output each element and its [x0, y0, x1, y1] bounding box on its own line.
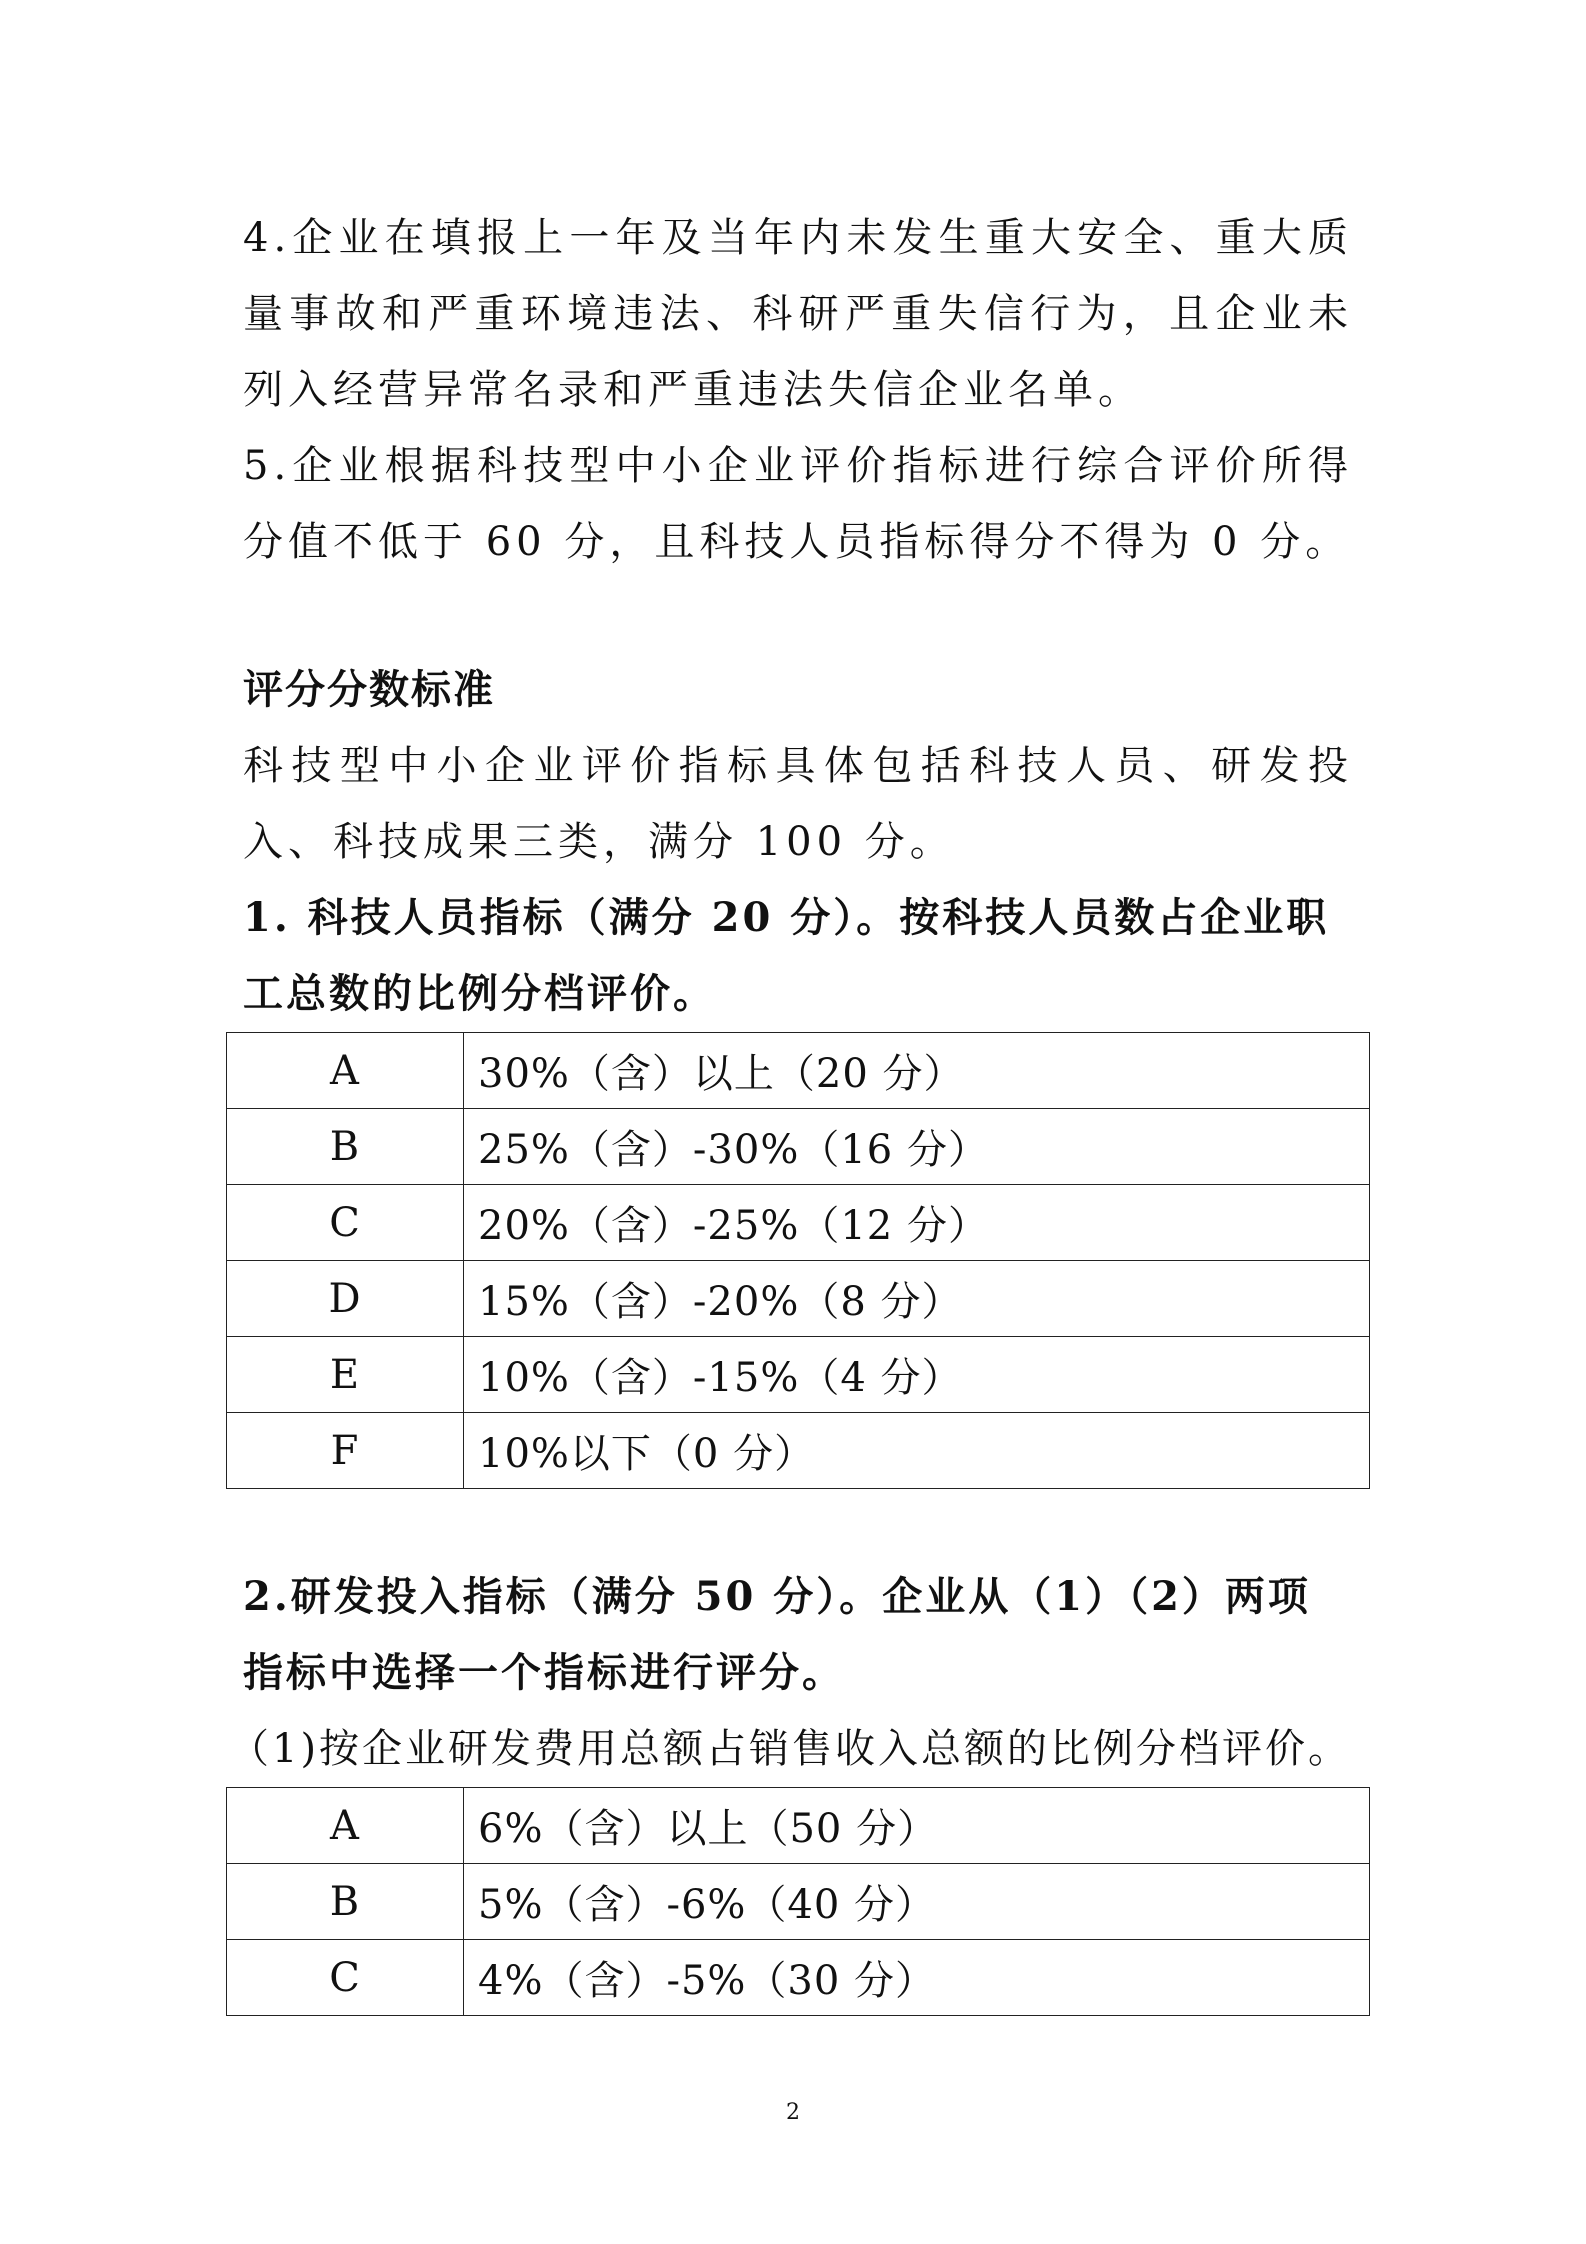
- table-row: [227, 1109, 1370, 1185]
- table-cell-range: 25%（含）-30%（16 分）: [464, 1109, 1370, 1185]
- scoring-summary: 科技型中小企业评价指标具体包括科技人员、研发投入、科技成果三类，满分 100 分。: [243, 743, 1353, 865]
- indicator1-title: 1. 科技人员指标（满分 20 分）。按科技人员数占企业职工总数的比例分档评价。: [243, 894, 1330, 1017]
- page-number: 2: [786, 2100, 800, 2125]
- table-cell-range: 6%（含）以上（50 分）: [464, 1788, 1370, 1864]
- table-cell-range: 5%（含）-6%（40 分）: [464, 1864, 1370, 1940]
- table-row: [227, 1185, 1370, 1261]
- table-cell-range: 10%以下（0 分）: [464, 1413, 1370, 1489]
- page-content: [229, 200, 1353, 2016]
- table-cell-range: 10%（含）-15%（4 分）: [464, 1337, 1370, 1413]
- table-cell-level: D: [227, 1261, 464, 1337]
- table-cell-range: 20%（含）-25%（12 分）: [464, 1185, 1370, 1261]
- indicator2-table: [226, 1787, 1370, 2016]
- table-row: [227, 1261, 1370, 1337]
- table-cell-level: B: [227, 1864, 464, 1940]
- table-row: [227, 1413, 1370, 1489]
- table-row: [227, 1337, 1370, 1413]
- table-cell-level: C: [227, 1940, 464, 2016]
- spacer: [243, 580, 1353, 652]
- table-cell-level: F: [227, 1413, 464, 1489]
- table-row: [227, 1864, 1370, 1940]
- paragraph-item-5: 5.企业根据科技型中小企业评价指标进行综合评价所得分值不低于 60 分，且科技人员指标得分不得为 0 分。: [243, 443, 1353, 565]
- table-cell-level: A: [227, 1033, 464, 1109]
- indicator2-sub1-text: （1)按企业研发费用总额占销售收入总额的比例分档评价。: [229, 1726, 1352, 1772]
- table-cell-level: C: [227, 1185, 464, 1261]
- table-cell-level: B: [227, 1109, 464, 1185]
- section-heading: 评分分数标准: [243, 666, 495, 713]
- table-cell-range: 30%（含）以上（20 分）: [464, 1033, 1370, 1109]
- paragraph-item-4: 4.企业在填报上一年及当年内未发生重大安全、重大质量事故和严重环境违法、科研严重失信行为，且企业未列入经营异常名录和严重违法失信企业名单。: [243, 215, 1353, 413]
- table-row: [227, 1033, 1370, 1109]
- indicator1-table: [226, 1032, 1370, 1489]
- table-cell-level: A: [227, 1788, 464, 1864]
- table-row: [227, 1940, 1370, 2016]
- table-cell-range: 4%（含）-5%（30 分）: [464, 1940, 1370, 2016]
- table-cell-range: 15%（含）-20%（8 分）: [464, 1261, 1370, 1337]
- spacer: [243, 1489, 1353, 1559]
- table-cell-level: E: [227, 1337, 464, 1413]
- table-row: [227, 1788, 1370, 1864]
- indicator2-title: 2.研发投入指标（满分 50 分）。企业从（1）（2）两项指标中选择一个指标进行评分。: [243, 1573, 1311, 1696]
